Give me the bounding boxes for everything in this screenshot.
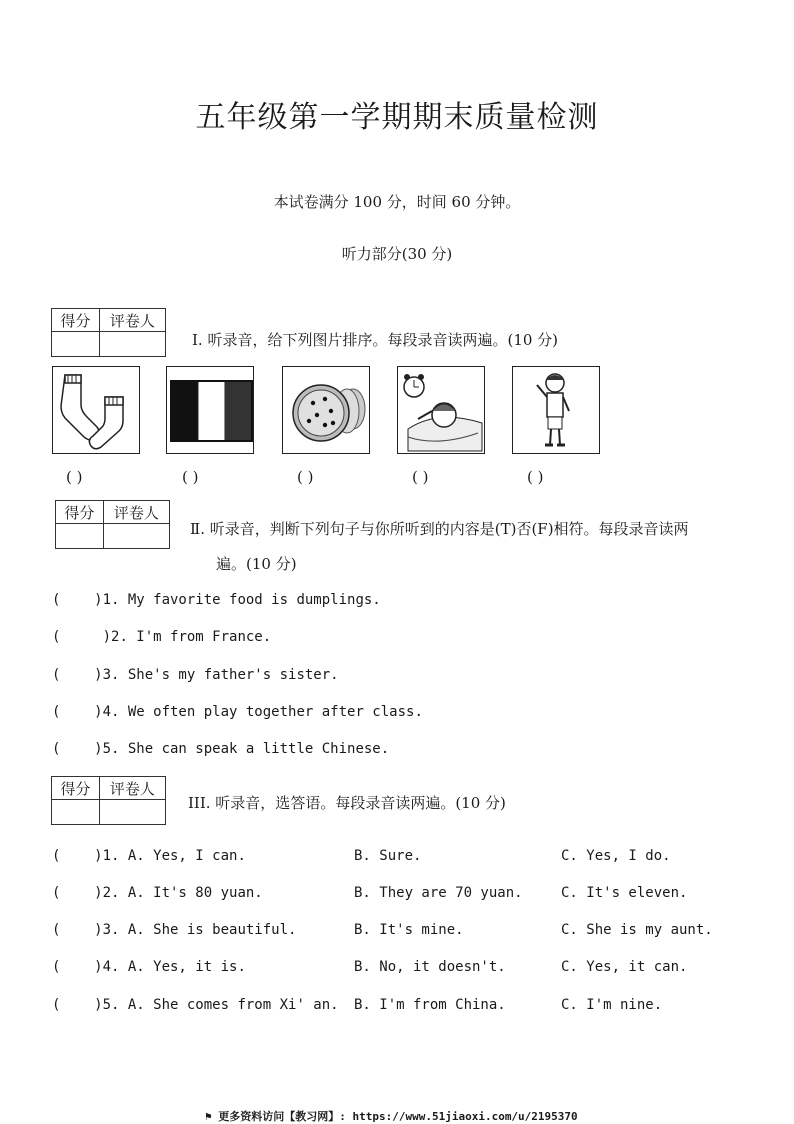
- option-c: C. I'm nine.: [561, 997, 663, 1013]
- option-b: B. No, it doesn't.: [354, 959, 506, 975]
- grader-label: 评卷人: [99, 777, 165, 800]
- list-item: [52, 592, 381, 608]
- option-a: 1. A. Yes, I can.: [102, 848, 246, 864]
- grader-cell[interactable]: [99, 332, 165, 357]
- list-item: [52, 922, 296, 938]
- score-label: 得分: [56, 501, 104, 524]
- option-a: 3. A. She is beautiful.: [102, 922, 297, 938]
- grader-label: 评卷人: [103, 501, 169, 524]
- answer-blank-2[interactable]: ( ): [182, 468, 199, 486]
- answer-blank-4[interactable]: ( ): [412, 468, 429, 486]
- score-cell[interactable]: [52, 332, 100, 357]
- score-table-2: [55, 500, 170, 549]
- score-cell[interactable]: [56, 524, 104, 549]
- statement-text: 2. I'm from France.: [111, 629, 272, 645]
- grader-cell[interactable]: [103, 524, 169, 549]
- option-c: C. It's eleven.: [561, 885, 688, 901]
- option-b: B. They are 70 yuan.: [354, 885, 523, 901]
- score-cell[interactable]: [52, 800, 100, 825]
- list-item: [52, 704, 423, 720]
- list-item: [52, 885, 263, 901]
- statement-text: 1. My favorite food is dumplings.: [102, 592, 381, 608]
- list-item: [52, 959, 246, 975]
- answer-paren[interactable]: ( ): [52, 922, 103, 938]
- answer-paren[interactable]: ( ): [52, 885, 103, 901]
- option-b: B. It's mine.: [354, 922, 464, 938]
- answer-paren[interactable]: ( ): [52, 741, 103, 757]
- score-table-3: [51, 776, 166, 825]
- section-1-heading: Ⅰ. 听录音，给下列图片排序。每段录音读两遍。(10 分): [192, 331, 559, 349]
- answer-paren[interactable]: ( ): [52, 704, 103, 720]
- option-c: C. Yes, it can.: [561, 959, 688, 975]
- answer-paren[interactable]: ( ): [52, 592, 103, 608]
- answer-blank-1[interactable]: ( ): [66, 468, 83, 486]
- answer-paren[interactable]: ( ): [52, 629, 112, 645]
- listening-header: 听力部分(30 分): [341, 245, 453, 263]
- answer-paren[interactable]: ( ): [52, 848, 103, 864]
- list-item: [52, 667, 339, 683]
- section-3-heading: III. 听录音，选答语。每段录音读两遍。(10 分): [188, 794, 506, 812]
- score-label: 得分: [52, 309, 100, 332]
- statement-text: 3. She's my father's sister.: [102, 667, 339, 683]
- list-item: [52, 997, 339, 1013]
- section-2-heading-line2: 遍。(10 分): [216, 555, 297, 573]
- answer-paren[interactable]: ( ): [52, 667, 103, 683]
- option-a: 5. A. She comes from Xi' an.: [102, 997, 339, 1013]
- answer-blank-5[interactable]: ( ): [527, 468, 544, 486]
- option-a: 4. A. Yes, it is.: [102, 959, 246, 975]
- boy-waving-image: [512, 366, 600, 454]
- answer-blank-3[interactable]: ( ): [297, 468, 314, 486]
- grader-label: 评卷人: [99, 309, 165, 332]
- option-b: B. I'm from China.: [354, 997, 506, 1013]
- answer-paren[interactable]: ( ): [52, 959, 103, 975]
- exam-subtitle: 本试卷满分 100 分，时间 60 分钟。: [273, 193, 521, 211]
- answer-paren[interactable]: ( ): [52, 997, 103, 1013]
- grader-cell[interactable]: [99, 800, 165, 825]
- alarm-clock-boy-image: [397, 366, 485, 454]
- section-2-heading-line1: Ⅱ. 听录音，判断下列句子与你所听到的内容是(T)否(F)相符。每段录音读两: [190, 520, 689, 538]
- list-item: [52, 741, 389, 757]
- option-a: 2. A. It's 80 yuan.: [102, 885, 263, 901]
- flag-image: [166, 366, 254, 454]
- score-table-1: [51, 308, 166, 357]
- page-title: 五年级第一学期期末质量检测: [195, 100, 599, 135]
- statement-text: 5. She can speak a little Chinese.: [102, 741, 390, 757]
- list-item: [52, 629, 271, 645]
- cookie-image: [282, 366, 370, 454]
- footer-text: 更多资料访问【教习网】: https://www.51jiaoxi.com/u/2195370: [218, 1110, 578, 1123]
- score-label: 得分: [52, 777, 100, 800]
- option-c: C. She is my aunt.: [561, 922, 713, 938]
- footer-link[interactable]: [205, 1108, 578, 1124]
- option-c: C. Yes, I do.: [561, 848, 671, 864]
- list-item: [52, 848, 246, 864]
- flag-icon: ⚑: [205, 1110, 212, 1123]
- statement-text: 4. We often play together after class.: [102, 704, 423, 720]
- socks-image: [52, 366, 140, 454]
- option-b: B. Sure.: [354, 848, 422, 864]
